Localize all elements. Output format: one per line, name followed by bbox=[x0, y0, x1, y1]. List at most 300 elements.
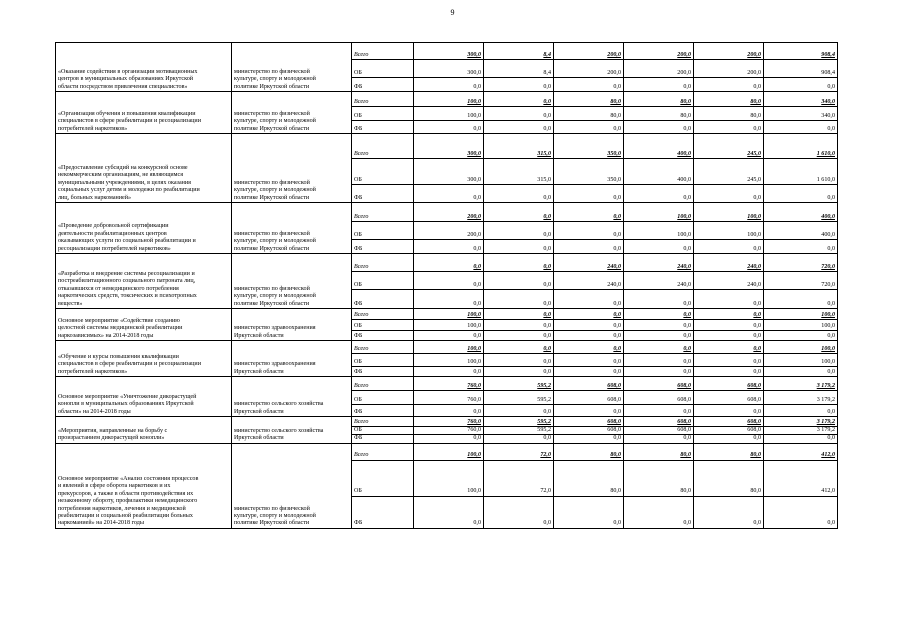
executor bbox=[232, 254, 352, 309]
amount-total-cell: 0,0 bbox=[764, 240, 838, 254]
amount-total-cell: 100,0 bbox=[764, 309, 838, 320]
amount-cell: 100,0 bbox=[694, 203, 764, 222]
executor-line: политике Иркутской области bbox=[234, 520, 310, 527]
activity-name-line: специалистов в сфере реабилитации и ресоциализации bbox=[58, 118, 201, 125]
amount-cell: 200,0 bbox=[694, 60, 764, 78]
activity-name bbox=[56, 377, 232, 417]
amount-cell: 0,0 bbox=[694, 290, 764, 309]
amount-cell: 608,0 bbox=[624, 417, 694, 427]
amount-cell: 200,0 bbox=[414, 203, 484, 222]
amount-cell: 0,0 bbox=[694, 405, 764, 417]
executor bbox=[232, 43, 352, 92]
executor-line: культуре, спорту и молодежной bbox=[234, 513, 316, 519]
executor bbox=[232, 134, 352, 203]
table-row bbox=[56, 417, 838, 427]
amount-cell: 0,0 bbox=[624, 354, 694, 367]
table-row bbox=[56, 134, 838, 159]
executor-line: культуре, спорту и молодежной bbox=[234, 76, 316, 83]
amount-total-cell: 340,0 bbox=[764, 92, 838, 107]
amount-cell: 0,0 bbox=[554, 222, 624, 240]
amount-cell: 400,0 bbox=[624, 159, 694, 185]
amount-cell: 315,0 bbox=[484, 159, 554, 185]
funding-source: Всего bbox=[352, 43, 414, 60]
amount-cell: 300,0 bbox=[414, 60, 484, 78]
activity-name-line: наркоманией» на 2014-2018 годы bbox=[58, 520, 145, 527]
activity-name-line: конопли в муниципальных образованиях Иркутской bbox=[58, 401, 194, 408]
amount-cell: 0,0 bbox=[694, 240, 764, 254]
amount-total-cell: 400,0 bbox=[764, 222, 838, 240]
funding-source: Всего bbox=[352, 134, 414, 159]
funding-source: ФБ bbox=[352, 121, 414, 134]
amount-cell: 100,0 bbox=[414, 460, 484, 496]
amount-cell: 0,0 bbox=[484, 222, 554, 240]
amount-cell: 240,0 bbox=[554, 272, 624, 290]
amount-total-cell: 0,0 bbox=[764, 290, 838, 309]
amount-cell: 608,0 bbox=[554, 377, 624, 391]
amount-cell: 200,0 bbox=[624, 60, 694, 78]
activity-name-line: Основное мероприятие «Уничтожение дикорастущей bbox=[58, 393, 197, 400]
amount-total-cell: 0,0 bbox=[764, 496, 838, 528]
amount-cell: 0,0 bbox=[484, 121, 554, 134]
funding-source: ФБ bbox=[352, 367, 414, 377]
amount-cell: 100,0 bbox=[414, 309, 484, 320]
amount-total-cell: 908,4 bbox=[764, 43, 838, 60]
amount-cell: 200,0 bbox=[624, 43, 694, 60]
activity-name-line: прекурсоров, а также в области противодействия их bbox=[58, 490, 194, 497]
amount-total-cell: 100,0 bbox=[764, 354, 838, 367]
executor-line: Иркутской области bbox=[234, 408, 284, 415]
amount-cell: 0,0 bbox=[484, 341, 554, 354]
activity-name-line: лиц, больных наркоманией» bbox=[58, 194, 132, 201]
amount-cell: 0,0 bbox=[554, 240, 624, 254]
amount-cell: 240,0 bbox=[624, 272, 694, 290]
amount-cell: 100,0 bbox=[414, 354, 484, 367]
activity-name-line: «Мероприятия, направленные на борьбу с bbox=[58, 428, 168, 434]
executor-line: Иркутской области bbox=[234, 435, 284, 442]
amount-cell: 80,0 bbox=[694, 92, 764, 107]
amount-cell: 0,0 bbox=[694, 320, 764, 331]
activity-name bbox=[56, 417, 232, 444]
activity-name-line: некоммерческим организациям, не являющимся bbox=[58, 172, 184, 179]
activity-name bbox=[56, 43, 232, 92]
amount-cell: 100,0 bbox=[414, 107, 484, 121]
amount-total-cell: 0,0 bbox=[764, 121, 838, 134]
funding-source: Всего bbox=[352, 377, 414, 391]
executor-line: культуре, спорту и молодежной bbox=[234, 187, 316, 194]
amount-cell: 608,0 bbox=[624, 377, 694, 391]
executor-line: министерство здравоохранения bbox=[234, 325, 316, 332]
activity-name bbox=[56, 309, 232, 341]
activity-name-line: «Проведение добровольной сертификации bbox=[58, 223, 169, 230]
activity-name-line: специалистов в сфере реабилитации и ресоциализации bbox=[58, 361, 201, 368]
funding-source: ФБ bbox=[352, 405, 414, 417]
amount-total-cell: 412,0 bbox=[764, 443, 838, 460]
amount-cell: 8,4 bbox=[484, 43, 554, 60]
amount-cell: 0,0 bbox=[694, 496, 764, 528]
funding-source: ФБ bbox=[352, 331, 414, 341]
amount-cell: 0,0 bbox=[624, 341, 694, 354]
executor-line: политике Иркутской области bbox=[234, 194, 310, 201]
amount-cell: 0,0 bbox=[484, 254, 554, 272]
activity-name-line: отказавшихся от немедицинского потребления bbox=[58, 285, 179, 292]
executor bbox=[232, 341, 352, 377]
amount-cell: 100,0 bbox=[624, 222, 694, 240]
amount-cell: 245,0 bbox=[694, 159, 764, 185]
amount-cell: 0,0 bbox=[414, 331, 484, 341]
amount-cell: 0,0 bbox=[414, 272, 484, 290]
activity-name-line: веществ» bbox=[58, 300, 83, 307]
amount-cell: 595,2 bbox=[484, 417, 554, 427]
activity-name-line: постреабилитационного социального патроната лиц, bbox=[58, 278, 196, 285]
amount-cell: 0,0 bbox=[414, 290, 484, 309]
executor-line: политике Иркутской области bbox=[234, 83, 310, 90]
amount-cell: 200,0 bbox=[694, 43, 764, 60]
amount-cell: 608,0 bbox=[554, 417, 624, 427]
amount-total-cell: 0,0 bbox=[764, 185, 838, 203]
funding-source: ФБ bbox=[352, 185, 414, 203]
amount-cell: 0,0 bbox=[624, 121, 694, 134]
activity-name-line: произрастанием дикорастущей конопли» bbox=[58, 435, 165, 442]
amount-cell: 0,0 bbox=[554, 354, 624, 367]
amount-cell: 0,0 bbox=[484, 405, 554, 417]
funding-source: ОБ bbox=[352, 320, 414, 331]
activity-name-line: «Оказание содействия в организации мотивационных bbox=[58, 68, 198, 75]
activity-name-line: ресоциализации потребителей наркотиков» bbox=[58, 245, 171, 252]
amount-cell: 0,0 bbox=[484, 354, 554, 367]
amount-cell: 350,0 bbox=[554, 159, 624, 185]
amount-cell: 0,0 bbox=[484, 290, 554, 309]
activity-name-line: деятельности реабилитационных центров bbox=[58, 230, 167, 237]
amount-cell: 245,0 bbox=[694, 134, 764, 159]
amount-cell: 0,0 bbox=[484, 367, 554, 377]
funding-source: Всего bbox=[352, 443, 414, 460]
executor-line: министерство сельского хозяйства bbox=[234, 401, 324, 408]
amount-total-cell: 0,0 bbox=[764, 331, 838, 341]
amount-total-cell: 100,0 bbox=[764, 320, 838, 331]
table-row bbox=[56, 341, 838, 354]
amount-total-cell: 1 610,0 bbox=[764, 159, 838, 185]
amount-cell: 80,0 bbox=[624, 92, 694, 107]
amount-cell: 72,0 bbox=[484, 460, 554, 496]
amount-cell: 0,0 bbox=[694, 185, 764, 203]
amount-cell: 0,0 bbox=[484, 309, 554, 320]
amount-cell: 80,0 bbox=[554, 443, 624, 460]
amount-cell: 100,0 bbox=[414, 92, 484, 107]
funding-source: ФБ bbox=[352, 78, 414, 92]
funding-source: ОБ bbox=[352, 107, 414, 121]
executor-line: культуре, спорту и молодежной bbox=[234, 118, 316, 125]
activity-name bbox=[56, 443, 232, 528]
amount-cell: 595,2 bbox=[484, 391, 554, 405]
amount-cell: 80,0 bbox=[554, 107, 624, 121]
amount-cell: 0,0 bbox=[554, 405, 624, 417]
funding-source: ОБ bbox=[352, 159, 414, 185]
amount-cell: 0,0 bbox=[554, 341, 624, 354]
amount-cell: 0,0 bbox=[624, 320, 694, 331]
amount-cell: 0,0 bbox=[554, 331, 624, 341]
amount-cell: 760,0 bbox=[414, 427, 484, 435]
activity-name bbox=[56, 203, 232, 254]
amount-cell: 0,0 bbox=[624, 496, 694, 528]
executor bbox=[232, 203, 352, 254]
funding-source: ОБ bbox=[352, 427, 414, 435]
executor-line: министерство по физической bbox=[234, 68, 310, 75]
funding-source: ОБ bbox=[352, 354, 414, 367]
executor-line: министерство здравоохранения bbox=[234, 361, 316, 368]
amount-total-cell: 340,0 bbox=[764, 107, 838, 121]
amount-cell: 80,0 bbox=[624, 443, 694, 460]
amount-cell: 0,0 bbox=[554, 203, 624, 222]
funding-source: ОБ bbox=[352, 60, 414, 78]
amount-total-cell: 400,0 bbox=[764, 203, 838, 222]
amount-total-cell: 720,0 bbox=[764, 254, 838, 272]
amount-cell: 0,0 bbox=[414, 185, 484, 203]
amount-cell: 0,0 bbox=[484, 92, 554, 107]
amount-total-cell: 1 610,0 bbox=[764, 134, 838, 159]
amount-cell: 0,0 bbox=[694, 367, 764, 377]
amount-cell: 0,0 bbox=[554, 309, 624, 320]
amount-cell: 608,0 bbox=[694, 417, 764, 427]
amount-cell: 0,0 bbox=[484, 331, 554, 341]
amount-cell: 0,0 bbox=[414, 367, 484, 377]
executor-line: Иркутской области bbox=[234, 368, 284, 375]
amount-cell: 300,0 bbox=[414, 43, 484, 60]
amount-cell: 0,0 bbox=[554, 78, 624, 92]
amount-total-cell: 0,0 bbox=[764, 78, 838, 92]
amount-cell: 0,0 bbox=[624, 367, 694, 377]
amount-cell: 608,0 bbox=[554, 427, 624, 435]
amount-cell: 100,0 bbox=[414, 320, 484, 331]
activity-name-line: Основное мероприятие «Анализ состояния процессов bbox=[58, 475, 199, 482]
amount-cell: 300,0 bbox=[414, 134, 484, 159]
amount-cell: 0,0 bbox=[414, 405, 484, 417]
amount-cell: 300,0 bbox=[414, 159, 484, 185]
amount-cell: 200,0 bbox=[554, 43, 624, 60]
amount-cell: 760,0 bbox=[414, 377, 484, 391]
amount-cell: 0,0 bbox=[624, 290, 694, 309]
funding-source: Всего bbox=[352, 254, 414, 272]
amount-cell: 0,0 bbox=[414, 240, 484, 254]
executor-line: Иркутской области bbox=[234, 332, 284, 339]
amount-cell: 0,0 bbox=[484, 185, 554, 203]
activity-name-line: потребителей наркотиков» bbox=[58, 368, 128, 375]
table-row bbox=[56, 443, 838, 460]
activity-name-line: социальных услуг детям и молодежи по реабилитации bbox=[58, 187, 200, 194]
activity-name-line: «Обучение и курсы повышения квалификации bbox=[58, 353, 179, 360]
amount-cell: 0,0 bbox=[694, 341, 764, 354]
activity-name-line: «Предоставление субсидий на конкурсной основе bbox=[58, 164, 188, 171]
executor-line: политике Иркутской области bbox=[234, 245, 310, 252]
amount-cell: 595,2 bbox=[484, 377, 554, 391]
amount-cell: 0,0 bbox=[484, 107, 554, 121]
activity-name-line: области посредством привлечения специалистов» bbox=[58, 83, 188, 90]
amount-cell: 400,0 bbox=[624, 134, 694, 159]
amount-cell: 0,0 bbox=[484, 272, 554, 290]
executor bbox=[232, 417, 352, 444]
amount-cell: 608,0 bbox=[554, 391, 624, 405]
funding-source: ОБ bbox=[352, 460, 414, 496]
executor-line: культуре, спорту и молодежной bbox=[234, 293, 316, 300]
funding-source: Всего bbox=[352, 92, 414, 107]
activity-name bbox=[56, 254, 232, 309]
amount-total-cell: 3 179,2 bbox=[764, 391, 838, 405]
amount-cell: 0,0 bbox=[414, 496, 484, 528]
funding-source: ОБ bbox=[352, 222, 414, 240]
amount-cell: 72,0 bbox=[484, 443, 554, 460]
executor bbox=[232, 309, 352, 341]
executor-line: министерство по физической bbox=[234, 179, 310, 186]
executor-line: политике Иркутской области bbox=[234, 125, 310, 132]
amount-cell: 0,0 bbox=[554, 121, 624, 134]
funding-source: Всего bbox=[352, 417, 414, 427]
activity-name-line: наркотических средств, токсических и психотропных bbox=[58, 293, 197, 300]
amount-total-cell: 3 179,2 bbox=[764, 427, 838, 435]
amount-cell: 0,0 bbox=[624, 78, 694, 92]
activity-name-line: «Организация обучения и повышения квалификации bbox=[58, 110, 196, 117]
amount-cell: 760,0 bbox=[414, 391, 484, 405]
amount-cell: 80,0 bbox=[554, 460, 624, 496]
activity-name-line: Основное мероприятие «Содействие созданию bbox=[58, 317, 180, 324]
amount-cell: 315,0 bbox=[484, 134, 554, 159]
table-row bbox=[56, 203, 838, 222]
amount-cell: 608,0 bbox=[694, 391, 764, 405]
amount-cell: 0,0 bbox=[624, 185, 694, 203]
budget-table bbox=[55, 42, 838, 529]
activity-name-line: муниципальными учреждениями, в целях оказания bbox=[58, 179, 191, 186]
amount-cell: 0,0 bbox=[414, 254, 484, 272]
activity-name bbox=[56, 341, 232, 377]
amount-cell: 0,0 bbox=[554, 496, 624, 528]
amount-cell: 100,0 bbox=[414, 341, 484, 354]
amount-cell: 0,0 bbox=[694, 121, 764, 134]
amount-total-cell: 0,0 bbox=[764, 435, 838, 443]
amount-cell: 80,0 bbox=[694, 443, 764, 460]
executor-line: министерство по физической bbox=[234, 110, 310, 117]
amount-total-cell: 0,0 bbox=[764, 405, 838, 417]
funding-source: ФБ bbox=[352, 496, 414, 528]
activity-name bbox=[56, 134, 232, 203]
funding-source: Всего bbox=[352, 341, 414, 354]
amount-cell: 0,0 bbox=[484, 320, 554, 331]
executor-line: министерство по физической bbox=[234, 505, 310, 512]
amount-cell: 350,0 bbox=[554, 134, 624, 159]
amount-cell: 0,0 bbox=[624, 331, 694, 341]
amount-cell: 80,0 bbox=[624, 460, 694, 496]
amount-cell: 80,0 bbox=[694, 460, 764, 496]
executor bbox=[232, 377, 352, 417]
activity-name-line: незаконному обороту, профилактики немедицинского bbox=[58, 498, 198, 505]
table-row bbox=[56, 92, 838, 107]
amount-total-cell: 3 179,2 bbox=[764, 417, 838, 427]
amount-cell: 80,0 bbox=[554, 92, 624, 107]
amount-cell: 0,0 bbox=[484, 435, 554, 443]
amount-cell: 0,0 bbox=[414, 121, 484, 134]
amount-cell: 240,0 bbox=[624, 254, 694, 272]
activity-name-line: центров в муниципальных образованиях Иркутской bbox=[58, 76, 194, 83]
amount-cell: 0,0 bbox=[484, 496, 554, 528]
amount-cell: 240,0 bbox=[694, 254, 764, 272]
executor-line: политике Иркутской области bbox=[234, 300, 310, 307]
funding-source: Всего bbox=[352, 309, 414, 320]
amount-cell: 80,0 bbox=[694, 107, 764, 121]
amount-cell: 0,0 bbox=[484, 203, 554, 222]
amount-cell: 608,0 bbox=[624, 391, 694, 405]
table-row bbox=[56, 43, 838, 60]
activity-name bbox=[56, 92, 232, 134]
amount-cell: 608,0 bbox=[694, 427, 764, 435]
table-row bbox=[56, 254, 838, 272]
table-row bbox=[56, 377, 838, 391]
funding-source: ФБ bbox=[352, 435, 414, 443]
amount-cell: 760,0 bbox=[414, 417, 484, 427]
activity-name-line: потребителей наркотиков» bbox=[58, 125, 128, 132]
funding-source: Всего bbox=[352, 203, 414, 222]
amount-total-cell: 908,4 bbox=[764, 60, 838, 78]
activity-name-line: «Разработка и внедрение системы ресоциализации и bbox=[58, 270, 195, 277]
amount-cell: 240,0 bbox=[694, 272, 764, 290]
amount-cell: 0,0 bbox=[484, 240, 554, 254]
amount-cell: 0,0 bbox=[694, 435, 764, 443]
amount-cell: 0,0 bbox=[624, 435, 694, 443]
executor bbox=[232, 92, 352, 134]
amount-cell: 0,0 bbox=[554, 435, 624, 443]
table-row bbox=[56, 309, 838, 320]
executor-line: министерство по физической bbox=[234, 230, 310, 237]
funding-source: ФБ bbox=[352, 240, 414, 254]
amount-cell: 80,0 bbox=[624, 107, 694, 121]
amount-cell: 0,0 bbox=[414, 435, 484, 443]
funding-source: ФБ bbox=[352, 290, 414, 309]
amount-cell: 100,0 bbox=[414, 443, 484, 460]
amount-cell: 240,0 bbox=[554, 254, 624, 272]
activity-name-line: реабилитации и социальной реабилитации больных bbox=[58, 513, 193, 519]
amount-total-cell: 0,0 bbox=[764, 367, 838, 377]
amount-cell: 0,0 bbox=[624, 405, 694, 417]
amount-total-cell: 720,0 bbox=[764, 272, 838, 290]
amount-cell: 0,0 bbox=[694, 354, 764, 367]
activity-name-line: области» на 2014-2018 годы bbox=[58, 408, 131, 415]
amount-total-cell: 3 179,2 bbox=[764, 377, 838, 391]
activity-name-line: потребления наркотиков, лечения и медицинской bbox=[58, 505, 186, 512]
amount-cell: 0,0 bbox=[624, 240, 694, 254]
amount-cell: 200,0 bbox=[554, 60, 624, 78]
amount-total-cell: 412,0 bbox=[764, 460, 838, 496]
amount-cell: 0,0 bbox=[624, 309, 694, 320]
executor-line: министерство по физической bbox=[234, 285, 310, 292]
amount-cell: 0,0 bbox=[554, 367, 624, 377]
activity-name-line: целостной системы медицинской реабилитации bbox=[58, 325, 183, 332]
executor-line: культуре, спорту и молодежной bbox=[234, 238, 316, 245]
amount-cell: 0,0 bbox=[694, 78, 764, 92]
page-number: 9 bbox=[450, 8, 455, 17]
amount-total-cell: 100,0 bbox=[764, 341, 838, 354]
amount-cell: 595,2 bbox=[484, 427, 554, 435]
amount-cell: 608,0 bbox=[694, 377, 764, 391]
amount-cell: 200,0 bbox=[414, 222, 484, 240]
amount-cell: 608,0 bbox=[624, 427, 694, 435]
amount-cell: 0,0 bbox=[554, 320, 624, 331]
amount-cell: 0,0 bbox=[554, 290, 624, 309]
activity-name-line: оказывающих услуги по социальной реабилитации и bbox=[58, 238, 196, 245]
funding-source: ОБ bbox=[352, 391, 414, 405]
executor-line: министерство сельского хозяйства bbox=[234, 428, 324, 434]
amount-cell: 0,0 bbox=[484, 78, 554, 92]
activity-name-line: и явлений в сфере оборота наркотиков и их bbox=[58, 483, 171, 490]
amount-cell: 8,4 bbox=[484, 60, 554, 78]
amount-cell: 0,0 bbox=[694, 331, 764, 341]
amount-cell: 0,0 bbox=[694, 309, 764, 320]
amount-cell: 0,0 bbox=[554, 185, 624, 203]
